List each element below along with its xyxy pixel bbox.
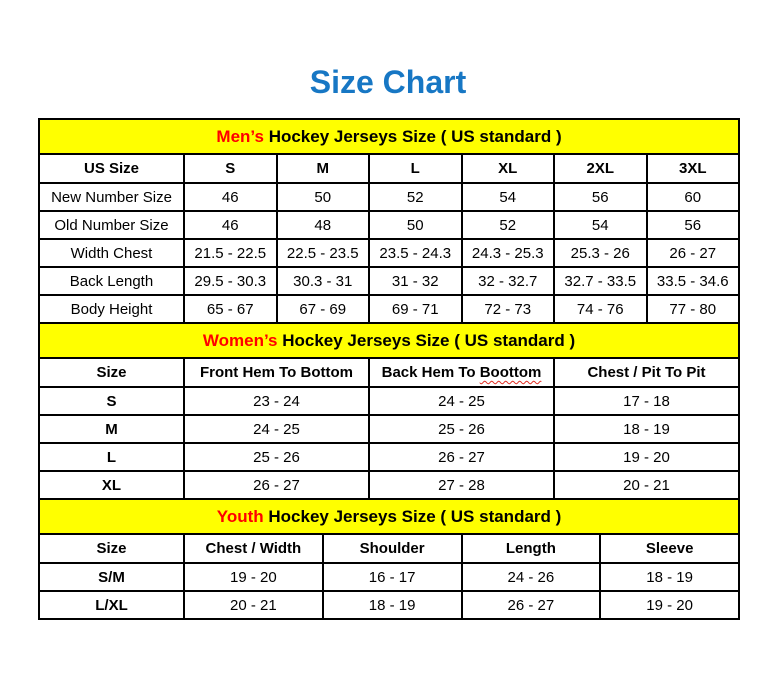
table-row xyxy=(39,267,739,295)
youth-caption-highlight: Youth xyxy=(216,506,264,526)
column-header: Front Hem To Bottom xyxy=(184,358,369,387)
table-row xyxy=(39,387,739,415)
size-value: 20 - 21 xyxy=(554,471,739,499)
youth-caption-row xyxy=(39,499,739,534)
column-header: 2XL xyxy=(554,154,647,183)
size-value: 25 - 26 xyxy=(369,415,554,443)
size-value: 30.3 - 31 xyxy=(277,267,370,295)
size-value: 18 - 19 xyxy=(554,415,739,443)
size-value: 23 - 24 xyxy=(184,387,369,415)
size-value: 32 - 32.7 xyxy=(462,267,555,295)
size-value: 19 - 20 xyxy=(554,443,739,471)
row-label: Width Chest xyxy=(39,239,184,267)
size-value: 50 xyxy=(369,211,462,239)
size-value: 24.3 - 25.3 xyxy=(462,239,555,267)
size-value: 22.5 - 23.5 xyxy=(277,239,370,267)
size-value: 25.3 - 26 xyxy=(554,239,647,267)
column-header: S xyxy=(184,154,277,183)
table-row xyxy=(39,591,739,619)
size-value: 77 - 80 xyxy=(647,295,740,323)
page-title: Size Chart xyxy=(309,64,467,100)
row-label: Old Number Size xyxy=(39,211,184,239)
mens-caption-row xyxy=(39,119,739,154)
size-value: 24 - 25 xyxy=(184,415,369,443)
column-header: Shoulder xyxy=(323,534,462,563)
size-value: 21.5 - 22.5 xyxy=(184,239,277,267)
column-header: L xyxy=(369,154,462,183)
size-value: 46 xyxy=(184,183,277,211)
size-value: 18 - 19 xyxy=(323,591,462,619)
column-header: XL xyxy=(462,154,555,183)
size-value: 33.5 - 34.6 xyxy=(647,267,740,295)
size-value: 60 xyxy=(647,183,740,211)
column-header: M xyxy=(277,154,370,183)
table-row xyxy=(39,415,739,443)
size-value: 56 xyxy=(647,211,740,239)
youth-header-row xyxy=(39,534,739,563)
size-value: 52 xyxy=(369,183,462,211)
column-header: Chest / Width xyxy=(184,534,323,563)
size-value: 19 - 20 xyxy=(184,563,323,591)
size-value: 69 - 71 xyxy=(369,295,462,323)
size-value: 50 xyxy=(277,183,370,211)
row-label: L/XL xyxy=(39,591,184,619)
size-value: 32.7 - 33.5 xyxy=(554,267,647,295)
youth-size-table xyxy=(38,498,740,620)
size-value: 18 - 19 xyxy=(600,563,739,591)
size-value: 72 - 73 xyxy=(462,295,555,323)
size-value: 74 - 76 xyxy=(554,295,647,323)
row-label: XL xyxy=(39,471,184,499)
size-value: 20 - 21 xyxy=(184,591,323,619)
column-header: 3XL xyxy=(647,154,740,183)
table-row xyxy=(39,211,739,239)
table-row xyxy=(39,471,739,499)
size-value: 24 - 26 xyxy=(462,563,601,591)
size-value: 67 - 69 xyxy=(277,295,370,323)
table-row xyxy=(39,563,739,591)
youth-caption: Youth Hockey Jerseys Size ( US standard ) xyxy=(39,499,739,534)
size-value: 17 - 18 xyxy=(554,387,739,415)
size-value: 54 xyxy=(462,183,555,211)
table-row xyxy=(39,295,739,323)
column-header: Size xyxy=(39,358,184,387)
womens-header-row xyxy=(39,358,739,387)
row-label: L xyxy=(39,443,184,471)
table-row xyxy=(39,183,739,211)
misspelled-word: Boottom xyxy=(479,364,542,381)
column-header: Length xyxy=(462,534,601,563)
column-header: Size xyxy=(39,534,184,563)
size-value: 25 - 26 xyxy=(184,443,369,471)
womens-caption-highlight: Women’s xyxy=(202,330,278,350)
row-label: S/M xyxy=(39,563,184,591)
size-value: 54 xyxy=(554,211,647,239)
column-header: Back Hem To Boottom xyxy=(369,358,554,387)
size-value: 31 - 32 xyxy=(369,267,462,295)
size-value: 23.5 - 24.3 xyxy=(369,239,462,267)
size-value: 26 - 27 xyxy=(647,239,740,267)
row-label: M xyxy=(39,415,184,443)
size-value: 56 xyxy=(554,183,647,211)
table-row xyxy=(39,443,739,471)
size-value: 16 - 17 xyxy=(323,563,462,591)
size-value: 26 - 27 xyxy=(369,443,554,471)
size-value: 29.5 - 30.3 xyxy=(184,267,277,295)
mens-size-table xyxy=(38,118,740,324)
size-value: 46 xyxy=(184,211,277,239)
womens-size-table xyxy=(38,322,740,500)
size-value: 65 - 67 xyxy=(184,295,277,323)
womens-caption: Women’s Hockey Jerseys Size ( US standard ) xyxy=(39,323,739,358)
row-label: S xyxy=(39,387,184,415)
column-header: Chest / Pit To Pit xyxy=(554,358,739,387)
size-value: 27 - 28 xyxy=(369,471,554,499)
mens-header-row xyxy=(39,154,739,183)
size-value: 26 - 27 xyxy=(184,471,369,499)
mens-caption-highlight: Men’s xyxy=(216,126,264,146)
size-value: 52 xyxy=(462,211,555,239)
column-header: US Size xyxy=(39,154,184,183)
size-value: 26 - 27 xyxy=(462,591,601,619)
row-label: Back Length xyxy=(39,267,184,295)
size-value: 24 - 25 xyxy=(369,387,554,415)
womens-caption-row xyxy=(39,323,739,358)
size-tables-container xyxy=(38,118,738,620)
size-value: 48 xyxy=(277,211,370,239)
size-value: 19 - 20 xyxy=(600,591,739,619)
row-label: Body Height xyxy=(39,295,184,323)
table-row xyxy=(39,239,739,267)
mens-caption: Men’s Hockey Jerseys Size ( US standard ) xyxy=(39,119,739,154)
column-header: Sleeve xyxy=(600,534,739,563)
row-label: New Number Size xyxy=(39,183,184,211)
